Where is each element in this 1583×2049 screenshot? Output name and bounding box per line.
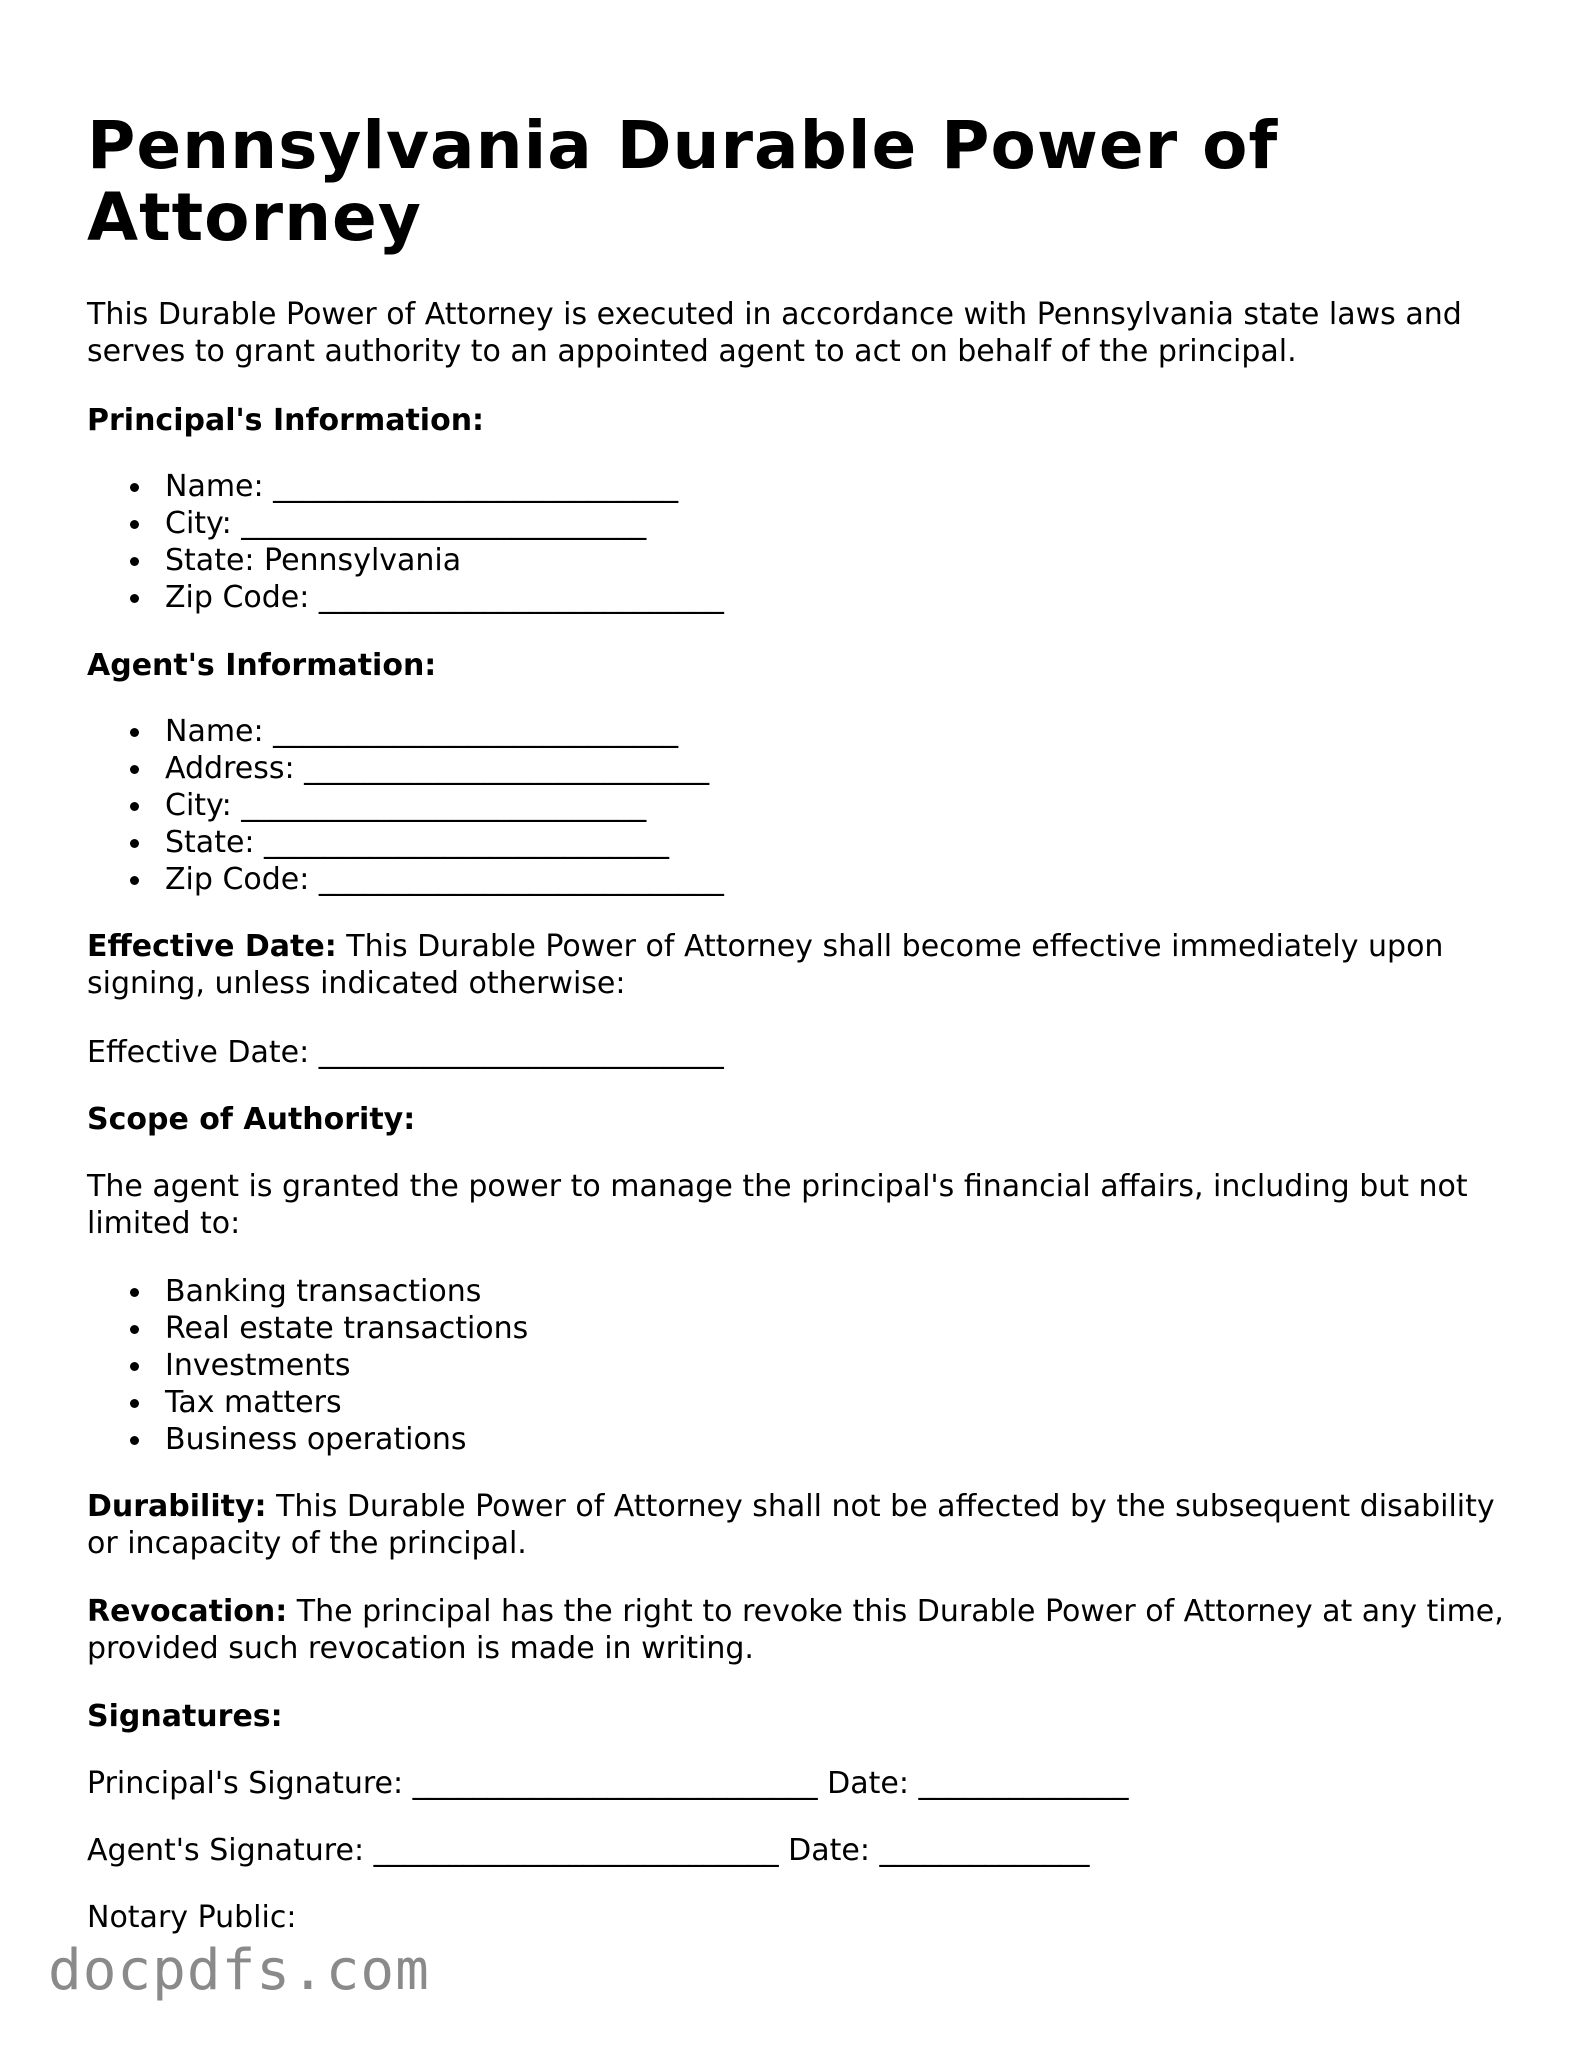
- list-item: Zip Code: ___________________________: [87, 861, 724, 898]
- agent-heading: Agent's Information:: [87, 648, 437, 683]
- list-item: Name: ___________________________: [87, 468, 724, 505]
- watermark: docpdfs.com: [48, 1938, 430, 2003]
- list-item: State: Pennsylvania: [87, 542, 724, 579]
- revocation-text: The principal has the right to revoke this Durable Power of Attorney at any time, provided such revocation is made in writing.: [87, 1594, 1504, 1666]
- revocation-label: Revocation:: [87, 1594, 288, 1629]
- agent-signature-line: Agent's Signature: ___________________________ Date: ______________: [87, 1833, 1090, 1868]
- effective-date-line: Effective Date: ___________________________: [87, 1035, 724, 1070]
- list-item: Address: ___________________________: [87, 750, 724, 787]
- notary-line: Notary Public:: [87, 1900, 297, 1935]
- list-item: Banking transactions: [87, 1273, 528, 1310]
- effective-label: Effective Date:: [87, 929, 337, 964]
- scope-heading: Scope of Authority:: [87, 1102, 416, 1137]
- intro-paragraph: This Durable Power of Attorney is executed in accordance with Pennsylvania state laws and serves to grant authority to an appointed agent to act on behalf of the principal.: [87, 297, 1462, 369]
- list-item: City: ___________________________: [87, 787, 724, 824]
- agent-list: [87, 713, 724, 898]
- revocation-paragraph: [87, 1593, 1507, 1667]
- scope-list: [87, 1273, 528, 1458]
- list-item: City: ___________________________: [87, 505, 724, 542]
- list-item: Business operations: [87, 1421, 528, 1458]
- list-item: State: ___________________________: [87, 824, 724, 861]
- durability-paragraph: [87, 1488, 1507, 1562]
- principal-signature-line: Principal's Signature: ___________________________ Date: ______________: [87, 1766, 1129, 1801]
- list-item: Zip Code: ___________________________: [87, 579, 724, 616]
- page-title: Pennsylvania Durable Power of Attorney: [87, 107, 1279, 256]
- list-item: Real estate transactions: [87, 1310, 528, 1347]
- scope-paragraph: The agent is granted the power to manage the principal's financial affairs, including but not limited to:: [87, 1169, 1468, 1241]
- principal-heading: Principal's Information:: [87, 403, 485, 438]
- durability-label: Durability:: [87, 1489, 267, 1524]
- signatures-heading: Signatures:: [87, 1699, 283, 1734]
- durability-text: This Durable Power of Attorney shall not be affected by the subsequent disability or incapacity of the principal.: [87, 1489, 1495, 1561]
- principal-list: [87, 468, 724, 616]
- list-item: Name: ___________________________: [87, 713, 724, 750]
- effective-text: This Durable Power of Attorney shall become effective immediately upon signing, unless indicated otherwise:: [87, 929, 1444, 1001]
- list-item: Investments: [87, 1347, 528, 1384]
- list-item: Tax matters: [87, 1384, 528, 1421]
- effective-paragraph: [87, 928, 1507, 1002]
